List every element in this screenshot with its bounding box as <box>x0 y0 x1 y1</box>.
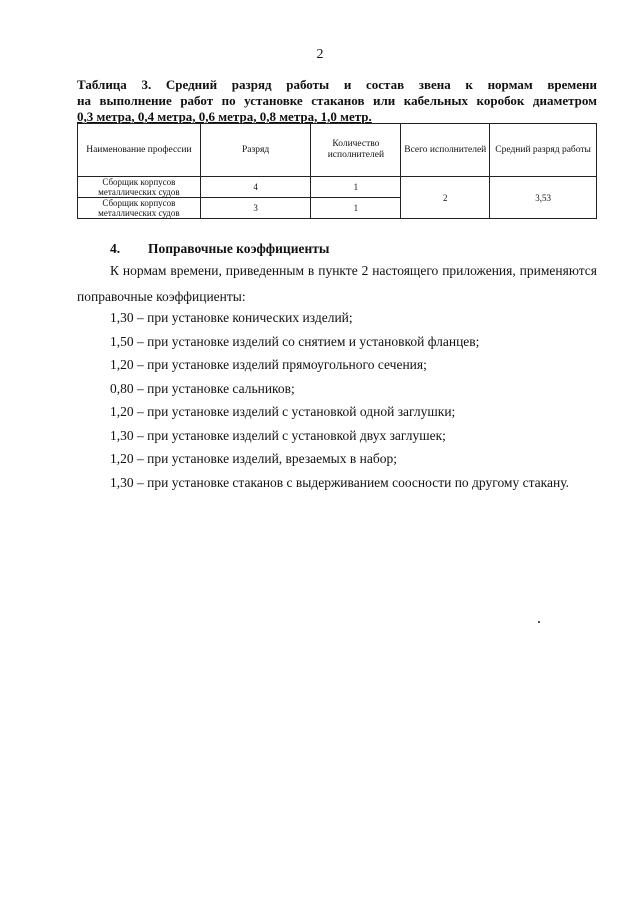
coefficients-list <box>110 306 590 494</box>
table-row <box>78 177 597 198</box>
page-number: 2 <box>316 47 324 62</box>
list-item: 1,20 – при установке изделий, врезаемых в набор; <box>110 451 397 466</box>
header-grade: Разряд <box>200 124 311 177</box>
list-item: 1,50 – при установке изделий со снятием и установкой фланцев; <box>110 333 480 349</box>
cell-count: 1 <box>311 198 401 219</box>
list-item: 1,20 – при установке изделий с установкой одной заглушки; <box>110 404 456 419</box>
section-title: Поправочные коэффициенты <box>148 241 330 256</box>
list-item: 1,30 – при установке конических изделий; <box>110 310 353 325</box>
cell-average-grade: 3,53 <box>490 177 597 219</box>
table-caption-line: на выполнение работ по установке стаканов или кабельных коробок диаметром <box>77 93 597 108</box>
table-caption-line: Таблица 3. Средний разряд работы и состав звена к нормам времени <box>77 77 597 92</box>
header-profession: Наименование профессии <box>78 124 201 177</box>
intro-line: поправочные коэффициенты: <box>77 289 246 304</box>
cell-count: 1 <box>311 177 401 198</box>
table-header-row <box>78 124 597 177</box>
section-number: 4. <box>110 241 121 256</box>
list-item: 1,20 – при установке изделий прямоугольного сечения; <box>110 357 427 372</box>
header-total: Всего исполнителей <box>401 124 490 177</box>
intro-line: К нормам времени, приведенным в пункте 2 настоящего приложения, применяются <box>110 263 597 278</box>
scan-speck <box>538 621 540 623</box>
list-item: 0,80 – при установке сальников; <box>110 380 295 396</box>
cell-grade: 4 <box>200 177 311 198</box>
list-item: 1,30 – при установке изделий с установкой двух заглушек; <box>110 427 446 443</box>
cell-profession: Сборщик корпусов металлических судов <box>78 177 201 198</box>
crew-table <box>77 123 597 219</box>
table-caption-line: 0,3 метра, 0,4 метра, 0,6 метра, 0,8 метра, 1,0 метр. <box>77 109 372 124</box>
table-caption <box>77 77 597 125</box>
cell-grade: 3 <box>200 198 311 219</box>
list-item: 1,30 – при установке стаканов с выдерживанием соосности по другому стакану. <box>110 474 569 490</box>
cell-profession: Сборщик корпусов металлических судов <box>78 198 201 219</box>
section-intro <box>77 258 597 310</box>
cell-total-workers: 2 <box>401 177 490 219</box>
section-heading <box>110 241 329 257</box>
header-count: Количество исполнителей <box>311 124 401 177</box>
header-average-grade: Средний разряд работы <box>490 124 597 177</box>
